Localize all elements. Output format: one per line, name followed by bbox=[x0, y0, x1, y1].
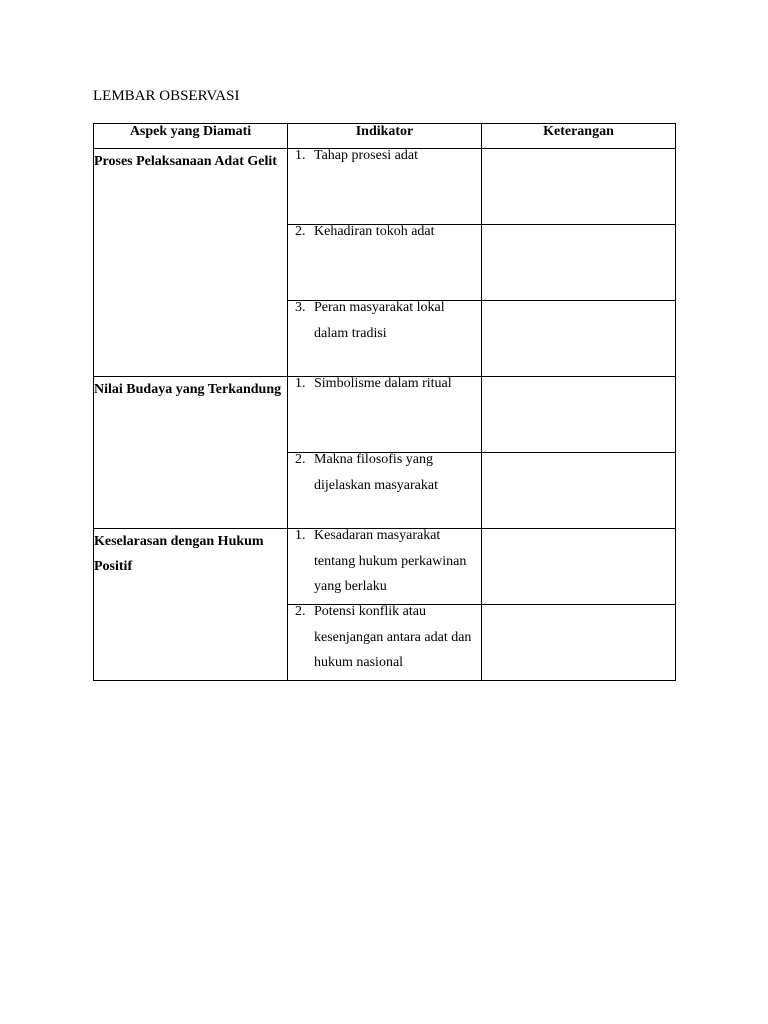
indicator-cell bbox=[288, 149, 482, 225]
indicator-cell bbox=[288, 529, 482, 605]
indicator-text: Simbolisme dalam ritual bbox=[314, 376, 452, 391]
indicator-text: Makna filosofis yang dijelaskan masyarakat bbox=[314, 452, 439, 493]
header-keterangan: Keterangan bbox=[482, 124, 676, 149]
indicator-cell bbox=[288, 605, 482, 681]
indicator-text: Peran masyarakat lokal dalam tradisi bbox=[314, 300, 445, 341]
document-title: LEMBAR OBSERVASI bbox=[93, 88, 240, 104]
indicator-number: 1. bbox=[295, 528, 306, 543]
indicator-number: 2. bbox=[295, 604, 306, 619]
aspect-cell: Nilai Budaya yang Terkandung bbox=[94, 377, 288, 529]
keterangan-cell[interactable] bbox=[482, 605, 676, 681]
table-row bbox=[94, 149, 676, 225]
keterangan-cell[interactable] bbox=[482, 301, 676, 377]
keterangan-cell[interactable] bbox=[482, 377, 676, 453]
indicator-number: 1. bbox=[295, 148, 306, 163]
keterangan-cell[interactable] bbox=[482, 149, 676, 225]
table-row bbox=[94, 377, 676, 453]
keterangan-cell[interactable] bbox=[482, 225, 676, 301]
indicator-number: 2. bbox=[295, 224, 306, 239]
keterangan-cell[interactable] bbox=[482, 453, 676, 529]
indicator-cell bbox=[288, 377, 482, 453]
table-row bbox=[94, 529, 676, 605]
indicator-cell bbox=[288, 453, 482, 529]
aspect-cell: Proses Pelaksanaan Adat Gelit bbox=[94, 149, 288, 377]
indicator-text: Potensi konflik atau kesenjangan antara adat dan hukum nasional bbox=[314, 604, 472, 670]
indicator-text: Tahap prosesi adat bbox=[314, 148, 418, 163]
keterangan-cell[interactable] bbox=[482, 529, 676, 605]
header-aspek: Aspek yang Diamati bbox=[94, 124, 288, 149]
header-indikator: Indikator bbox=[288, 124, 482, 149]
indicator-number: 2. bbox=[295, 452, 306, 467]
indicator-number: 1. bbox=[295, 376, 306, 391]
observation-table bbox=[93, 123, 676, 681]
indicator-number: 3. bbox=[295, 300, 306, 315]
indicator-cell bbox=[288, 225, 482, 301]
indicator-cell bbox=[288, 301, 482, 377]
indicator-text: Kesadaran masyarakat tentang hukum perkawinan yang berlaku bbox=[314, 528, 467, 594]
indicator-text: Kehadiran tokoh adat bbox=[314, 224, 435, 239]
aspect-cell: Keselarasan dengan Hukum Positif bbox=[94, 529, 288, 681]
